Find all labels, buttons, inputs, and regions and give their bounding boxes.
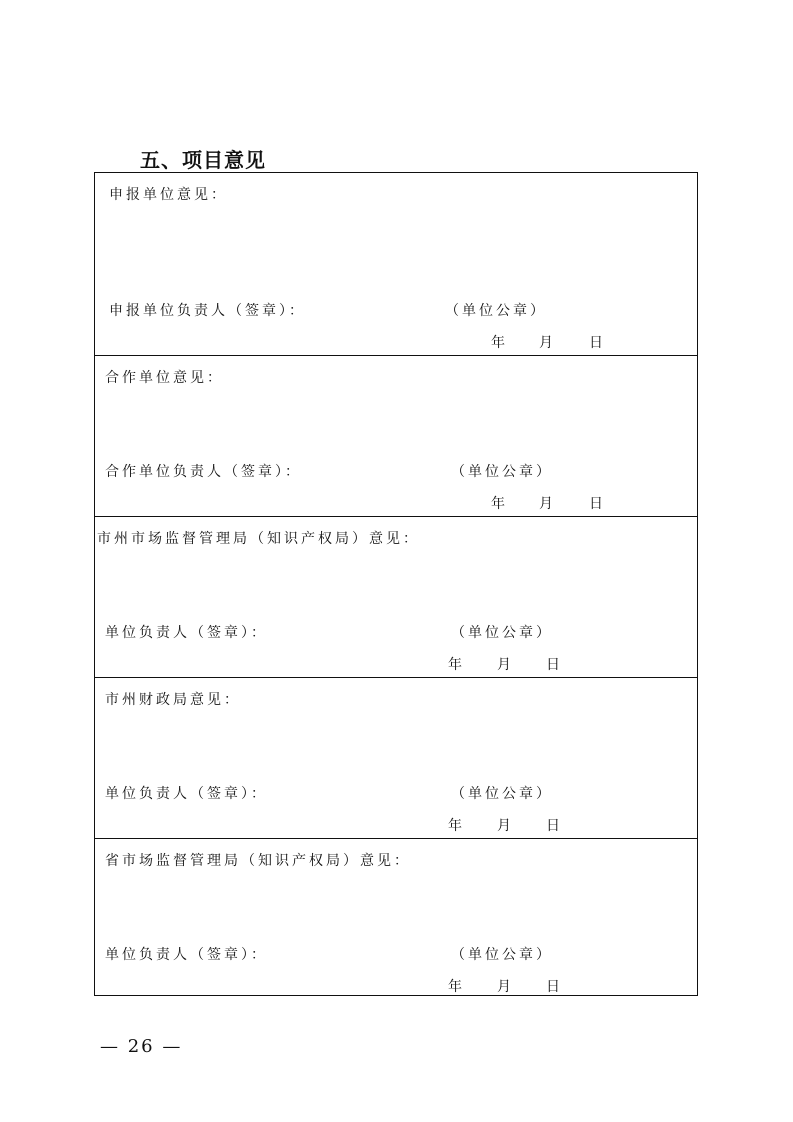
seal-label: （单位公章） [451,625,553,641]
date-year: 年 [491,335,505,351]
city-finance-opinion-section [95,677,697,838]
opinion-table [94,172,698,996]
date-month: 月 [539,496,553,512]
date-month: 月 [497,979,511,995]
date-month: 月 [539,335,553,351]
seal-label: （单位公章） [445,303,547,319]
seal-label: （单位公章） [451,786,553,802]
opinion-label: 市州财政局意见： [105,692,241,708]
provincial-market-supervision-opinion-section [95,838,697,995]
date-month: 月 [497,657,511,673]
applicant-opinion-section [95,173,697,355]
date-year: 年 [448,818,462,834]
opinion-label: 市州市场监督管理局（知识产权局）意见： [97,531,420,547]
date-day: 日 [546,818,560,834]
date-day: 日 [589,335,603,351]
signer-label: 单位负责人（签章）： [105,947,268,963]
signer-label: 单位负责人（签章）： [105,786,268,802]
date-year: 年 [448,979,462,995]
opinion-label: 省市场监督管理局（知识产权局）意见： [105,853,411,869]
seal-label: （单位公章） [451,947,553,963]
page-number: — 26 — [100,1036,183,1057]
date-year: 年 [491,496,505,512]
opinion-label: 合作单位意见： [105,370,224,386]
date-month: 月 [497,818,511,834]
section-title: 五、项目意见 [140,148,266,172]
city-market-supervision-opinion-section [95,516,697,677]
date-day: 日 [546,979,560,995]
date-day: 日 [589,496,603,512]
signer-label: 合作单位负责人（签章）： [105,464,302,480]
date-day: 日 [546,657,560,673]
partner-opinion-section [95,355,697,516]
date-year: 年 [448,657,462,673]
signer-label: 申报单位负责人（签章）： [109,303,306,319]
signer-label: 单位负责人（签章）： [105,625,268,641]
opinion-label: 申报单位意见： [109,187,228,203]
seal-label: （单位公章） [451,464,553,480]
